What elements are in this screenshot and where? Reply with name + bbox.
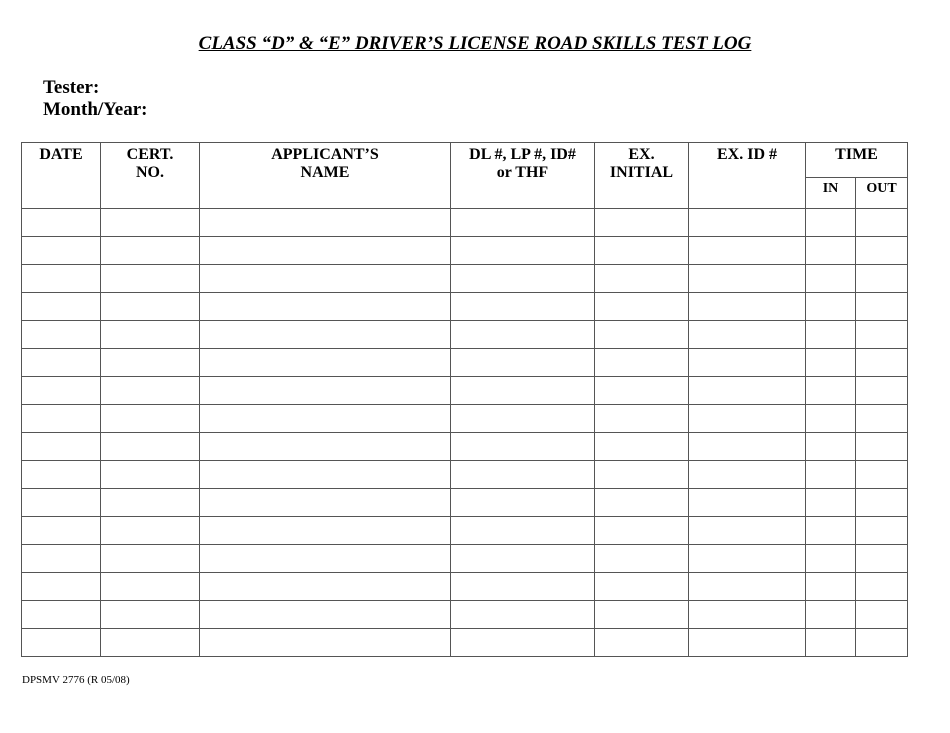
cell-applicant-name[interactable] <box>200 237 451 265</box>
table-row <box>22 265 908 293</box>
cell-dl-number[interactable] <box>451 293 595 321</box>
table-row <box>22 573 908 601</box>
cell-date[interactable] <box>22 517 101 545</box>
cell-ex-initial[interactable] <box>595 573 689 601</box>
header-cert-no: CERT. NO. <box>101 143 200 209</box>
cell-date[interactable] <box>22 321 101 349</box>
cell-dl-number[interactable] <box>451 573 595 601</box>
cell-applicant-name[interactable] <box>200 601 451 629</box>
cell-ex-id[interactable] <box>689 433 806 461</box>
cell-ex-initial[interactable] <box>595 349 689 377</box>
cell-ex-initial[interactable] <box>595 377 689 405</box>
cell-dl-number[interactable] <box>451 405 595 433</box>
cell-dl-number[interactable] <box>451 489 595 517</box>
table-row <box>22 629 908 657</box>
cell-ex-id[interactable] <box>689 293 806 321</box>
table-row <box>22 433 908 461</box>
cell-dl-number[interactable] <box>451 377 595 405</box>
tester-label: Tester: <box>43 77 100 98</box>
cell-date[interactable] <box>22 573 101 601</box>
cell-applicant-name[interactable] <box>200 209 451 237</box>
table-row <box>22 377 908 405</box>
cell-dl-number[interactable] <box>451 517 595 545</box>
table-row <box>22 489 908 517</box>
cell-time-in[interactable] <box>806 461 856 489</box>
cell-cert-no[interactable] <box>101 601 200 629</box>
cell-applicant-name[interactable] <box>200 573 451 601</box>
cell-ex-id[interactable] <box>689 601 806 629</box>
cell-cert-no[interactable] <box>101 237 200 265</box>
cell-ex-id[interactable] <box>689 545 806 573</box>
cell-time-in[interactable] <box>806 349 856 377</box>
cell-cert-no[interactable] <box>101 265 200 293</box>
cell-time-out[interactable] <box>856 573 908 601</box>
cell-time-in[interactable] <box>806 573 856 601</box>
cell-time-in[interactable] <box>806 293 856 321</box>
cell-ex-initial[interactable] <box>595 489 689 517</box>
cell-time-in[interactable] <box>806 545 856 573</box>
cell-date[interactable] <box>22 489 101 517</box>
cell-ex-id[interactable] <box>689 517 806 545</box>
cell-dl-number[interactable] <box>451 209 595 237</box>
cell-date[interactable] <box>22 265 101 293</box>
cell-applicant-name[interactable] <box>200 489 451 517</box>
cell-ex-id[interactable] <box>689 209 806 237</box>
cell-ex-id[interactable] <box>689 321 806 349</box>
cell-ex-initial[interactable] <box>595 265 689 293</box>
cell-time-out[interactable] <box>856 461 908 489</box>
cell-cert-no[interactable] <box>101 489 200 517</box>
cell-dl-number[interactable] <box>451 601 595 629</box>
header-time: TIME <box>806 143 908 178</box>
table-row <box>22 321 908 349</box>
cell-cert-no[interactable] <box>101 545 200 573</box>
cell-time-out[interactable] <box>856 629 908 657</box>
table-row <box>22 293 908 321</box>
table-row <box>22 237 908 265</box>
cell-ex-initial[interactable] <box>595 517 689 545</box>
cell-ex-id[interactable] <box>689 629 806 657</box>
cell-time-out[interactable] <box>856 265 908 293</box>
cell-cert-no[interactable] <box>101 349 200 377</box>
cell-applicant-name[interactable] <box>200 433 451 461</box>
cell-time-out[interactable] <box>856 433 908 461</box>
header-time-in: IN <box>806 178 856 209</box>
cell-cert-no[interactable] <box>101 573 200 601</box>
cell-time-in[interactable] <box>806 629 856 657</box>
cell-time-out[interactable] <box>856 489 908 517</box>
cell-ex-initial[interactable] <box>595 405 689 433</box>
cell-dl-number[interactable] <box>451 629 595 657</box>
cell-ex-id[interactable] <box>689 405 806 433</box>
cell-ex-id[interactable] <box>689 349 806 377</box>
cell-applicant-name[interactable] <box>200 349 451 377</box>
cell-time-out[interactable] <box>856 405 908 433</box>
cell-time-in[interactable] <box>806 265 856 293</box>
cell-ex-initial[interactable] <box>595 433 689 461</box>
table-row <box>22 461 908 489</box>
cell-time-out[interactable] <box>856 601 908 629</box>
cell-cert-no[interactable] <box>101 405 200 433</box>
cell-cert-no[interactable] <box>101 321 200 349</box>
cell-date[interactable] <box>22 293 101 321</box>
table-row <box>22 601 908 629</box>
form-title: CLASS “D” & “E” DRIVER’S LICENSE ROAD SKILLS TEST LOG <box>198 33 752 54</box>
cell-dl-number[interactable] <box>451 349 595 377</box>
cell-ex-initial[interactable] <box>595 209 689 237</box>
cell-time-out[interactable] <box>856 321 908 349</box>
cell-cert-no[interactable] <box>101 377 200 405</box>
table-row <box>22 517 908 545</box>
cell-dl-number[interactable] <box>451 545 595 573</box>
cell-date[interactable] <box>22 629 101 657</box>
cell-ex-initial[interactable] <box>595 629 689 657</box>
cell-date[interactable] <box>22 461 101 489</box>
header-applicant-name: APPLICANT’S NAME <box>200 143 451 209</box>
cell-applicant-name[interactable] <box>200 461 451 489</box>
cell-ex-id[interactable] <box>689 265 806 293</box>
header-dl-number: DL #, LP #, ID# or THF <box>451 143 595 209</box>
cell-applicant-name[interactable] <box>200 629 451 657</box>
cell-ex-initial[interactable] <box>595 545 689 573</box>
cell-ex-id[interactable] <box>689 237 806 265</box>
cell-dl-number[interactable] <box>451 237 595 265</box>
cell-time-out[interactable] <box>856 349 908 377</box>
header-date: DATE <box>22 143 101 209</box>
cell-date[interactable] <box>22 601 101 629</box>
cell-applicant-name[interactable] <box>200 545 451 573</box>
cell-time-out[interactable] <box>856 545 908 573</box>
cell-applicant-name[interactable] <box>200 517 451 545</box>
cell-time-out[interactable] <box>856 517 908 545</box>
cell-time-out[interactable] <box>856 237 908 265</box>
cell-applicant-name[interactable] <box>200 405 451 433</box>
cell-date[interactable] <box>22 209 101 237</box>
cell-date[interactable] <box>22 545 101 573</box>
test-log-table <box>21 142 908 657</box>
cell-date[interactable] <box>22 405 101 433</box>
log-body <box>22 209 908 657</box>
cell-date[interactable] <box>22 377 101 405</box>
cell-ex-initial[interactable] <box>595 321 689 349</box>
cell-applicant-name[interactable] <box>200 377 451 405</box>
cell-time-in[interactable] <box>806 405 856 433</box>
cell-dl-number[interactable] <box>451 461 595 489</box>
cell-time-in[interactable] <box>806 377 856 405</box>
table-row <box>22 349 908 377</box>
cell-ex-id[interactable] <box>689 377 806 405</box>
cell-dl-number[interactable] <box>451 321 595 349</box>
table-row <box>22 405 908 433</box>
month-year-label: Month/Year: <box>43 99 148 120</box>
cell-cert-no[interactable] <box>101 209 200 237</box>
cell-ex-initial[interactable] <box>595 601 689 629</box>
cell-ex-initial[interactable] <box>595 237 689 265</box>
table-row <box>22 209 908 237</box>
cell-applicant-name[interactable] <box>200 321 451 349</box>
cell-date[interactable] <box>22 433 101 461</box>
cell-cert-no[interactable] <box>101 517 200 545</box>
cell-time-out[interactable] <box>856 293 908 321</box>
cell-cert-no[interactable] <box>101 433 200 461</box>
cell-ex-initial[interactable] <box>595 293 689 321</box>
cell-applicant-name[interactable] <box>200 265 451 293</box>
cell-applicant-name[interactable] <box>200 293 451 321</box>
cell-ex-initial[interactable] <box>595 461 689 489</box>
cell-dl-number[interactable] <box>451 265 595 293</box>
cell-time-in[interactable] <box>806 517 856 545</box>
form-number: DPSMV 2776 (R 05/08) <box>22 674 130 686</box>
header-time-out: OUT <box>856 178 908 209</box>
cell-ex-id[interactable] <box>689 489 806 517</box>
cell-time-in[interactable] <box>806 321 856 349</box>
cell-time-in[interactable] <box>806 601 856 629</box>
cell-time-in[interactable] <box>806 489 856 517</box>
cell-ex-id[interactable] <box>689 573 806 601</box>
cell-dl-number[interactable] <box>451 433 595 461</box>
cell-time-in[interactable] <box>806 209 856 237</box>
cell-time-in[interactable] <box>806 237 856 265</box>
cell-date[interactable] <box>22 237 101 265</box>
cell-date[interactable] <box>22 349 101 377</box>
cell-cert-no[interactable] <box>101 461 200 489</box>
cell-time-out[interactable] <box>856 377 908 405</box>
cell-time-in[interactable] <box>806 433 856 461</box>
cell-time-out[interactable] <box>856 209 908 237</box>
header-ex-initial: EX. INITIAL <box>595 143 689 209</box>
cell-ex-id[interactable] <box>689 461 806 489</box>
cell-cert-no[interactable] <box>101 293 200 321</box>
table-row <box>22 545 908 573</box>
header-ex-id: EX. ID # <box>689 143 806 209</box>
cell-cert-no[interactable] <box>101 629 200 657</box>
